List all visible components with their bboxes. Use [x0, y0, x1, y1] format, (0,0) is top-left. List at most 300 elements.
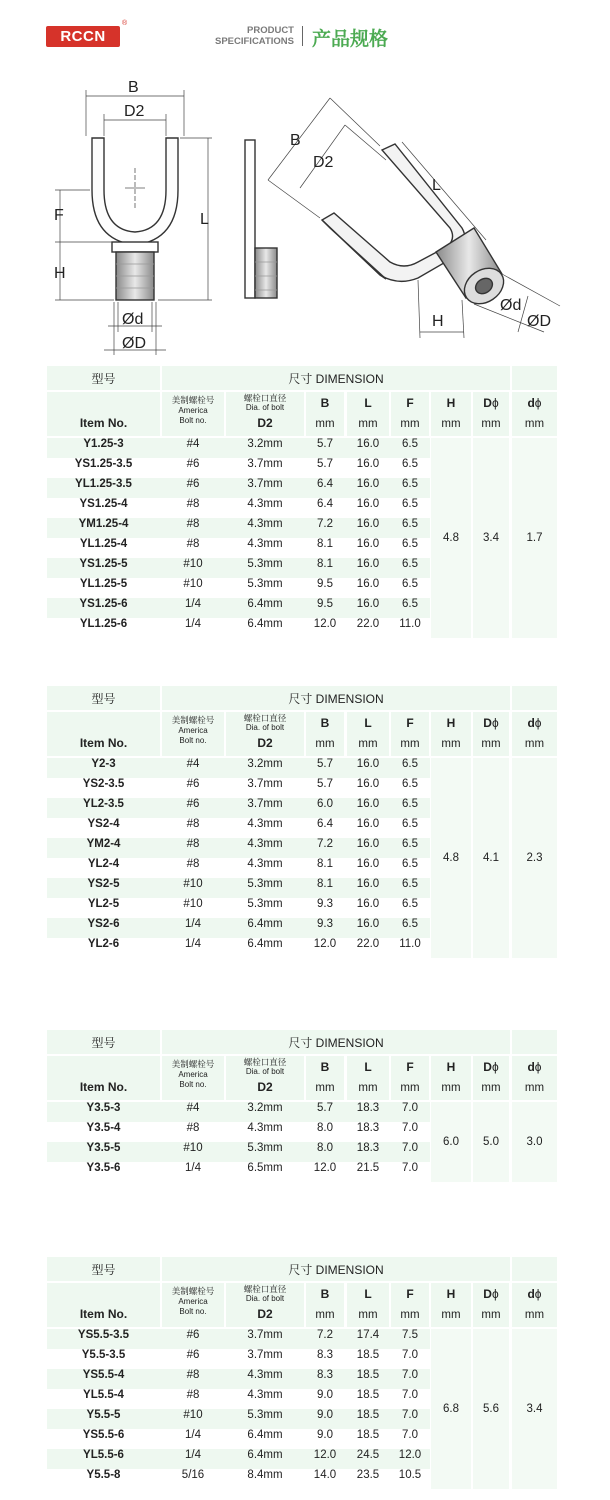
value-cell: 8.1 [317, 538, 333, 550]
model-cell: YS1.25-6 [79, 598, 128, 610]
d2-header: D2 [257, 416, 273, 430]
unit-mm: mm [441, 418, 461, 430]
product-specifications-label [196, 25, 294, 47]
value-cell: 6.4mm [247, 618, 283, 630]
value-cell: 3.2mm [247, 438, 283, 450]
dphi-D-letter: D [483, 716, 492, 730]
merged-D-value: 5.0 [483, 1136, 499, 1148]
dphi-d-header [512, 1285, 557, 1303]
value-cell: 4.3mm [247, 498, 283, 510]
value-cell: 16.0 [356, 898, 380, 910]
diagram-label-l: L [200, 211, 209, 228]
value-cell: 9.0 [317, 1429, 333, 1441]
value-cell: #10 [183, 558, 203, 570]
america-en2-header: Bolt no. [179, 736, 207, 745]
model-cn-header: 型号 [91, 372, 116, 386]
value-cell: 4.3mm [247, 1369, 283, 1381]
phi-symbol: ϕ [491, 1060, 499, 1074]
model-cell: YL2-3.5 [83, 798, 124, 810]
value-cell: 4.3mm [247, 858, 283, 870]
model-cell: YL2-6 [87, 938, 120, 950]
unit-mm: mm [400, 738, 420, 750]
f-header: F [406, 1060, 414, 1074]
model-en-header: Item No. [79, 1307, 128, 1321]
model-cell: Y3.5-6 [86, 1162, 121, 1174]
value-cell: 24.5 [356, 1449, 380, 1461]
dphi-D-letter: D [483, 1060, 492, 1074]
value-cell: 8.3 [317, 1369, 333, 1381]
model-cell: Y5.5-5 [86, 1409, 121, 1421]
value-cell: 6.4mm [247, 1429, 283, 1441]
model-cell: YL5.5-6 [83, 1449, 124, 1461]
d2-header: D2 [257, 1307, 273, 1321]
value-cell: 6.5 [402, 478, 418, 490]
merged-h-value: 6.8 [443, 1403, 459, 1415]
dphi-D-letter: D [483, 396, 492, 410]
b-header: B [320, 396, 330, 410]
unit-mm: mm [441, 738, 461, 750]
merged-d-value: 3.0 [526, 1136, 543, 1148]
value-cell: 5/16 [181, 1469, 205, 1481]
unit-mm: mm [315, 1309, 335, 1321]
value-cell: 6.5 [402, 498, 418, 510]
model-en-header: Item No. [79, 736, 128, 750]
value-cell: 7.2 [317, 518, 333, 530]
value-cell: 5.7 [317, 1102, 333, 1114]
dphi-d-letter: d [527, 396, 535, 410]
value-cell: 5.7 [317, 758, 333, 770]
value-cell: #8 [186, 818, 200, 830]
value-cell: 6.5 [402, 898, 418, 910]
unit-mm: mm [524, 1309, 545, 1321]
america-cn-header: 美制螺栓号 [171, 715, 215, 725]
merged-D-value: 3.4 [483, 532, 499, 544]
value-cell: 18.3 [356, 1122, 380, 1134]
diagram-label-f: F [54, 207, 64, 224]
value-cell: 10.5 [398, 1469, 422, 1481]
value-cell: 11.0 [399, 618, 421, 630]
value-cell: 16.0 [356, 918, 380, 930]
value-cell: 14.0 [313, 1469, 337, 1481]
product-label: PRODUCT [247, 25, 294, 36]
america-en1-header: America [178, 726, 208, 735]
iso-label-b: B [290, 132, 301, 149]
value-cell: 5.7 [317, 778, 333, 790]
value-cell: #8 [186, 1389, 200, 1401]
value-cell: 6.5 [402, 438, 418, 450]
merged-d-value: 1.7 [526, 532, 543, 544]
value-cell: 7.0 [402, 1162, 418, 1174]
value-cell: #8 [186, 858, 200, 870]
unit-mm: mm [358, 418, 378, 430]
america-en2-header: Bolt no. [179, 416, 207, 425]
value-cell: 4.3mm [247, 1122, 283, 1134]
value-cell: 18.3 [356, 1102, 380, 1114]
unit-mm: mm [524, 738, 545, 750]
header-bg-extra [512, 1257, 557, 1281]
america-cn-header: 美制螺栓号 [171, 1286, 215, 1296]
value-cell: #8 [186, 538, 200, 550]
america-en1-header: America [178, 1297, 208, 1306]
value-cell: 11.0 [399, 938, 421, 950]
value-cell: 6.5 [402, 878, 418, 890]
model-cell: YS2-5 [87, 878, 120, 890]
value-cell: 16.0 [356, 578, 380, 590]
value-cell: 23.5 [356, 1469, 380, 1481]
value-cell: 7.0 [402, 1102, 418, 1114]
merged-h-value: 4.8 [443, 852, 459, 864]
value-cell: 6.5 [402, 838, 418, 850]
b-header: B [320, 716, 330, 730]
unit-mm: mm [441, 1309, 461, 1321]
value-cell: 16.0 [356, 478, 380, 490]
value-cell: 18.5 [356, 1389, 380, 1401]
phi-symbol: ϕ [534, 1060, 542, 1074]
value-cell: 4.3mm [247, 1389, 283, 1401]
value-cell: 6.5 [402, 918, 418, 930]
value-cell: 16.0 [356, 818, 380, 830]
bolt-en-header: Dia. of bolt [245, 1294, 285, 1303]
value-cell: 7.0 [402, 1142, 418, 1154]
unit-mm: mm [358, 738, 378, 750]
brand-logo [46, 26, 120, 47]
model-cell: YL2-4 [87, 858, 120, 870]
value-cell: #8 [186, 1122, 200, 1134]
unit-mm: mm [358, 1309, 378, 1321]
value-cell: 7.0 [402, 1389, 418, 1401]
value-cell: 16.0 [356, 518, 380, 530]
value-cell: 6.5 [402, 778, 418, 790]
value-cell: #6 [186, 778, 200, 790]
value-cell: 3.7mm [247, 1329, 283, 1341]
value-cell: 1/4 [185, 598, 201, 610]
value-cell: 9.0 [317, 1409, 333, 1421]
diagram-label-d2: D2 [124, 103, 145, 120]
iso-label-h: H [432, 313, 444, 330]
model-cell: YL1.25-3.5 [75, 478, 132, 490]
dphi-D-header [473, 394, 509, 412]
l-header: L [364, 1287, 372, 1301]
merged-D-value: 5.6 [483, 1403, 499, 1415]
model-cell: YL1.25-6 [79, 618, 128, 630]
value-cell: 21.5 [356, 1162, 380, 1174]
spec-table [47, 1257, 557, 1489]
merged-h-value: 4.8 [443, 532, 459, 544]
h-header: H [446, 396, 456, 410]
value-cell: 7.5 [402, 1329, 418, 1341]
header-divider [302, 26, 303, 46]
phi-symbol: ϕ [491, 396, 499, 410]
phi-symbol: ϕ [534, 1287, 542, 1301]
model-en-header: Item No. [79, 416, 128, 430]
value-cell: 6.5mm [247, 1162, 283, 1174]
value-cell: 12.0 [313, 1449, 337, 1461]
value-cell: 4.3mm [247, 838, 283, 850]
value-cell: #4 [186, 438, 200, 450]
value-cell: 3.7mm [247, 458, 283, 470]
spec-table [47, 1030, 557, 1182]
model-cn-header: 型号 [91, 692, 116, 706]
iso-label-d2: D2 [313, 154, 334, 171]
value-cell: 6.5 [402, 538, 418, 550]
value-cell: #10 [183, 898, 203, 910]
value-cell: 3.7mm [247, 778, 283, 790]
registered-mark: ® [122, 20, 128, 27]
value-cell: 8.1 [317, 878, 333, 890]
model-cell: Y1.25-3 [83, 438, 124, 450]
value-cell: 6.5 [402, 818, 418, 830]
dimension-header: 尺寸 DIMENSION [288, 1036, 384, 1050]
value-cell: #10 [183, 1142, 203, 1154]
value-cell: 6.5 [402, 518, 418, 530]
model-cell: YS2-6 [87, 918, 120, 930]
iso-label-l: L [432, 177, 441, 194]
l-header: L [364, 716, 372, 730]
value-cell: 8.1 [317, 858, 333, 870]
dphi-D-header [473, 714, 509, 732]
value-cell: 8.1 [317, 558, 333, 570]
unit-mm: mm [441, 1082, 461, 1094]
spec-table [47, 366, 557, 638]
page-header [0, 0, 610, 70]
merged-d-value: 3.4 [526, 1403, 543, 1415]
brand-logo-text: RCCN [60, 28, 106, 45]
dphi-D-header [473, 1285, 509, 1303]
model-cell: YS5.5-3.5 [77, 1329, 130, 1341]
unit-mm: mm [358, 1082, 378, 1094]
bolt-cn-header: 螺栓口直径 [243, 1284, 287, 1294]
value-cell: 6.0 [317, 798, 333, 810]
value-cell: 16.0 [356, 878, 380, 890]
dphi-d-header [512, 714, 557, 732]
terminal-drawing [0, 70, 610, 360]
value-cell: 1/4 [185, 938, 201, 950]
value-cell: 6.5 [402, 798, 418, 810]
value-cell: #4 [186, 1102, 200, 1114]
value-cell: 8.3 [317, 1349, 333, 1361]
value-cell: #10 [183, 878, 203, 890]
model-cell: Y3.5-3 [86, 1102, 121, 1114]
value-cell: 4.3mm [247, 538, 283, 550]
model-cn-header: 型号 [91, 1263, 116, 1277]
value-cell: 22.0 [356, 618, 380, 630]
h-header: H [446, 1287, 456, 1301]
model-cell: YL5.5-4 [83, 1389, 124, 1401]
diagram-label-D: ØD [122, 335, 146, 352]
unit-mm: mm [481, 1082, 501, 1094]
model-cell: YM1.25-4 [78, 518, 129, 530]
value-cell: 8.0 [317, 1122, 333, 1134]
b-header: B [320, 1287, 330, 1301]
value-cell: 18.5 [356, 1429, 380, 1441]
d2-header: D2 [257, 736, 273, 750]
model-cell: Y3.5-5 [86, 1142, 121, 1154]
value-cell: 4.3mm [247, 518, 283, 530]
model-en-header: Item No. [79, 1080, 128, 1094]
value-cell: 6.4 [317, 818, 333, 830]
model-cell: YS1.25-5 [79, 558, 128, 570]
iso-label-D: ØD [527, 313, 551, 330]
unit-mm: mm [524, 1082, 545, 1094]
value-cell: 5.3mm [247, 1142, 283, 1154]
d2-header: D2 [257, 1080, 273, 1094]
value-cell: 5.3mm [247, 878, 283, 890]
value-cell: 7.2 [317, 838, 333, 850]
specifications-label: SPECIFICATIONS [215, 36, 294, 47]
model-cell: YS2-4 [87, 818, 120, 830]
value-cell: 3.7mm [247, 1349, 283, 1361]
unit-mm: mm [400, 418, 420, 430]
value-cell: 12.0 [313, 618, 337, 630]
b-header: B [320, 1060, 330, 1074]
value-cell: 6.5 [402, 858, 418, 870]
value-cell: 3.2mm [247, 758, 283, 770]
value-cell: 16.0 [356, 798, 380, 810]
header-bg-extra [512, 366, 557, 390]
l-header: L [364, 396, 372, 410]
unit-mm: mm [481, 1309, 501, 1321]
bolt-cn-header: 螺栓口直径 [243, 1057, 287, 1067]
bolt-en-header: Dia. of bolt [245, 1067, 285, 1076]
value-cell: 6.5 [402, 598, 418, 610]
value-cell: 8.4mm [247, 1469, 283, 1481]
dimension-header: 尺寸 DIMENSION [288, 1263, 384, 1277]
model-cell: YS1.25-4 [79, 498, 128, 510]
america-en1-header: America [178, 1070, 208, 1079]
value-cell: 7.0 [402, 1409, 418, 1421]
unit-mm: mm [315, 1082, 335, 1094]
value-cell: 6.5 [402, 758, 418, 770]
value-cell: 5.7 [317, 438, 333, 450]
value-cell: 7.0 [402, 1349, 418, 1361]
value-cell: 12.0 [313, 938, 337, 950]
model-cell: YL2-5 [87, 898, 120, 910]
phi-symbol: ϕ [491, 716, 499, 730]
value-cell: 5.3mm [247, 558, 283, 570]
value-cell: #10 [183, 578, 203, 590]
dphi-d-header [512, 394, 557, 412]
value-cell: 16.0 [356, 838, 380, 850]
bolt-cn-header: 螺栓口直径 [243, 713, 287, 723]
spec-table [47, 686, 557, 958]
value-cell: 6.5 [402, 558, 418, 570]
america-en2-header: Bolt no. [179, 1080, 207, 1089]
value-cell: 18.5 [356, 1409, 380, 1421]
diagram-label-h: H [54, 265, 66, 282]
value-cell: 5.3mm [247, 578, 283, 590]
bolt-en-header: Dia. of bolt [245, 723, 285, 732]
value-cell: 6.5 [402, 458, 418, 470]
value-cell: 1/4 [185, 618, 201, 630]
dphi-D-letter: D [483, 1287, 492, 1301]
value-cell: 18.5 [356, 1369, 380, 1381]
phi-symbol: ϕ [534, 396, 542, 410]
america-cn-header: 美制螺栓号 [171, 1059, 215, 1069]
dimension-header: 尺寸 DIMENSION [288, 692, 384, 706]
value-cell: 16.0 [356, 438, 380, 450]
value-cell: 4.3mm [247, 818, 283, 830]
model-cell: YS5.5-6 [82, 1429, 125, 1441]
phi-symbol: ϕ [491, 1287, 499, 1301]
value-cell: 7.0 [402, 1429, 418, 1441]
value-cell: 16.0 [356, 598, 380, 610]
america-en2-header: Bolt no. [179, 1307, 207, 1316]
h-header: H [446, 1060, 456, 1074]
value-cell: 22.0 [356, 938, 380, 950]
value-cell: #6 [186, 458, 200, 470]
phi-symbol: ϕ [534, 716, 542, 730]
model-cell: YL1.25-4 [79, 538, 128, 550]
unit-mm: mm [400, 1309, 420, 1321]
value-cell: 6.4mm [247, 918, 283, 930]
value-cell: 5.3mm [247, 1409, 283, 1421]
value-cell: 3.7mm [247, 478, 283, 490]
value-cell: 8.0 [317, 1142, 333, 1154]
value-cell: 5.7 [317, 458, 333, 470]
iso-label-d: Ød [500, 297, 522, 314]
value-cell: 5.3mm [247, 898, 283, 910]
value-cell: #8 [186, 1369, 200, 1381]
value-cell: #6 [186, 1349, 200, 1361]
value-cell: 16.0 [356, 498, 380, 510]
model-cell: YS5.5-4 [82, 1369, 125, 1381]
f-header: F [406, 396, 414, 410]
america-cn-header: 美制螺栓号 [171, 395, 215, 405]
dphi-d-letter: d [527, 1060, 535, 1074]
front-view [92, 138, 178, 300]
value-cell: 12.0 [398, 1449, 422, 1461]
model-cell: Y2-3 [91, 758, 116, 770]
model-cell: Y5.5-3.5 [81, 1349, 126, 1361]
merged-d-value: 2.3 [526, 852, 543, 864]
value-cell: 16.0 [356, 458, 380, 470]
value-cell: 7.0 [402, 1369, 418, 1381]
value-cell: #8 [186, 518, 200, 530]
value-cell: 1/4 [185, 918, 201, 930]
merged-D-value: 4.1 [483, 852, 499, 864]
model-cell: Y5.5-8 [86, 1469, 121, 1481]
merged-h-value: 6.0 [443, 1136, 459, 1148]
value-cell: 6.4mm [247, 938, 283, 950]
h-header: H [446, 716, 456, 730]
value-cell: 16.0 [356, 538, 380, 550]
f-header: F [406, 1287, 414, 1301]
terminal-diagram [0, 70, 610, 360]
model-cell: YL1.25-5 [79, 578, 128, 590]
unit-mm: mm [400, 1082, 420, 1094]
value-cell: 9.5 [317, 598, 333, 610]
value-cell: 6.4mm [247, 598, 283, 610]
diagram-label-d: Ød [122, 311, 144, 328]
side-view [245, 140, 277, 298]
unit-mm: mm [481, 418, 501, 430]
model-cell: YS2-3.5 [82, 778, 125, 790]
value-cell: #8 [186, 838, 200, 850]
unit-mm: mm [315, 738, 335, 750]
value-cell: 18.5 [356, 1349, 380, 1361]
value-cell: 6.4 [317, 498, 333, 510]
unit-mm: mm [524, 418, 545, 430]
dphi-d-header [512, 1058, 557, 1076]
value-cell: 16.0 [356, 778, 380, 790]
value-cell: 9.3 [317, 918, 333, 930]
model-cn-header: 型号 [91, 1036, 116, 1050]
value-cell: 1/4 [185, 1162, 201, 1174]
f-header: F [406, 716, 414, 730]
dphi-d-letter: d [527, 716, 535, 730]
value-cell: #8 [186, 498, 200, 510]
value-cell: 7.2 [317, 1329, 333, 1341]
